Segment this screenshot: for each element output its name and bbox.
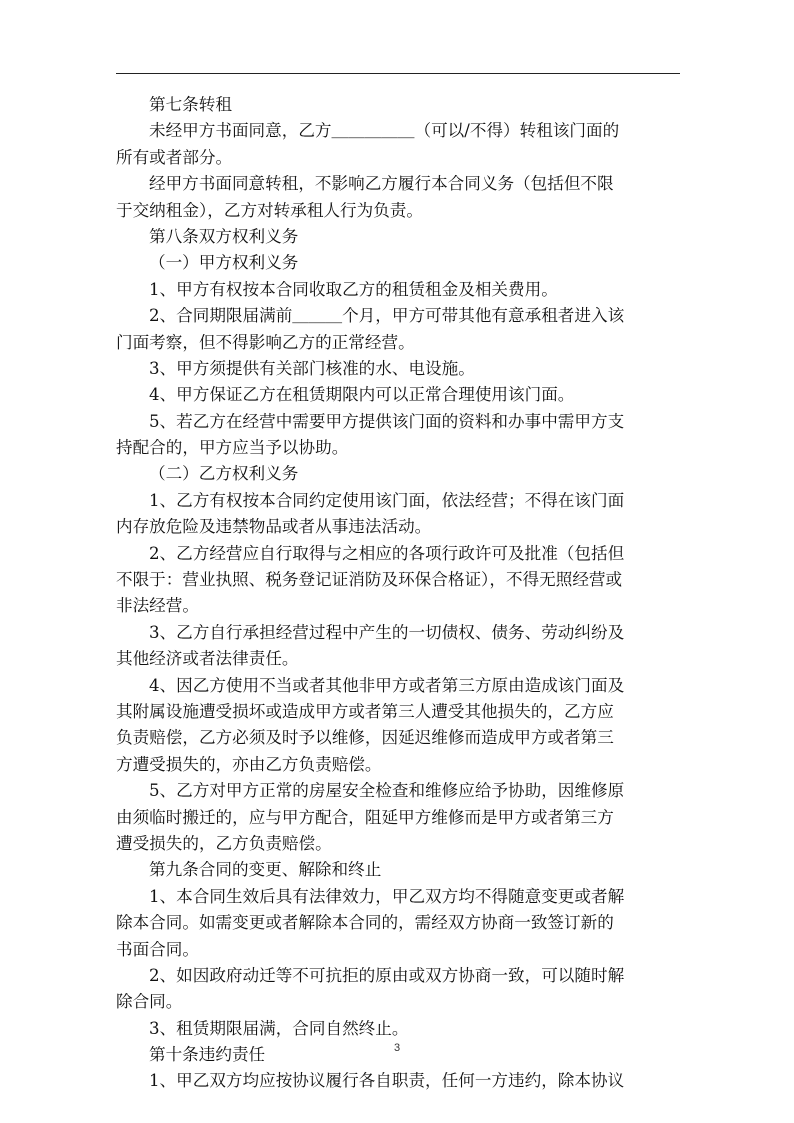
text-line: 2、合同期限届满前＿＿＿个月，甲方可带其他有意承租者进入该 [149,306,625,326]
text-line: 1、乙方有权按本合同约定使用该门面，依法经营；不得在该门面 [149,490,625,510]
text-line: 5、若乙方在经营中需要甲方提供该门面的资料和办事中需甲方支 [149,411,625,431]
text-line: 4、因乙方使用不当或者其他非甲方或者第三方原由造成该门面及 [149,675,625,695]
text-line: 经甲方书面同意转租，不影响乙方履行本合同义务（包括但不限 [149,174,614,194]
text-line: 1、甲乙双方均应按协议履行各自职责，任何一方违约，除本协议 [149,1071,625,1091]
heading-article-8: 第八条双方权利义务 [149,226,299,246]
text-line: 由须临时搬迁的，应与甲方配合，阻延甲方维修而是甲方或者第三方 [116,807,614,827]
text-line: 除本合同。如需变更或者解除本合同的，需经双方协商一致签订新的 [116,913,614,933]
text-line: 持配合的，甲方应当予以协助。 [116,438,349,458]
text-line: 1、本合同生效后具有法律效力，甲乙双方均不得随意变更或者解 [149,886,625,906]
subheading-party-a: （一）甲方权利义务 [149,253,299,273]
text-line: 不限于：营业执照、税务登记证消防及环保合格证），不得无照经营或 [116,570,623,590]
heading-article-10: 第十条违约责任 [149,1045,266,1065]
text-line: 遭受损失的，乙方负责赔偿。 [116,833,332,853]
header-rule [116,73,680,74]
text-line: 其他经济或者法律责任。 [116,649,299,669]
heading-article-7: 第七条转租 [149,95,232,114]
text-line: 所有或者部分。 [116,147,233,167]
text-line: 未经甲方书面同意，乙方＿＿＿＿＿（可以/不得）转租该门面的 [149,121,620,141]
text-line: 于交纳租金），乙方对转承租人行为负责。 [116,200,423,220]
text-line: 负责赔偿，乙方必须及时予以维修，因延迟维修而造成甲方或者第三 [116,728,614,748]
text-line: 2、乙方经营应自行取得与之相应的各项行政许可及批准（包括但 [149,543,625,563]
subheading-party-b: （二）乙方权利义务 [149,464,299,484]
text-line: 内存放危险及违禁物品或者从事违法活动。 [116,517,432,537]
text-line: 书面合同。 [116,939,199,959]
text-line: 1、甲方有权按本合同收取乙方的租赁租金及相关费用。 [149,279,558,299]
text-line: 门面考察，但不得影响乙方的正常经营。 [116,332,415,352]
text-line: 非法经营。 [116,596,199,616]
text-line: 2、如因政府动迁等不可抗拒的原由或双方协商一致，可以随时解 [149,965,625,985]
heading-article-9: 第九条合同的变更、解除和终止 [149,860,382,880]
text-line: 3、租赁期限届满，合同自然终止。 [149,1018,409,1038]
text-line: 3、甲方须提供有关部门核准的水、电设施。 [149,358,475,378]
text-line: 4、甲方保证乙方在租赁期限内可以正常合理使用该门面。 [149,385,575,405]
text-line: 其附属设施遭受损坏或造成甲方或者第三人遭受其他损失的，乙方应 [116,701,614,721]
page-number: 3 [393,1042,401,1054]
text-line: 3、乙方自行承担经营过程中产生的一切债权、债务、劳动纠纷及 [149,622,625,642]
document-body [116,92,680,1095]
text-line: 除合同。 [116,992,183,1012]
text-line: 5、乙方对甲方正常的房屋安全检查和维修应给予协助，因维修原 [149,781,625,801]
text-line: 方遭受损失的，亦由乙方负责赔偿。 [116,754,382,774]
